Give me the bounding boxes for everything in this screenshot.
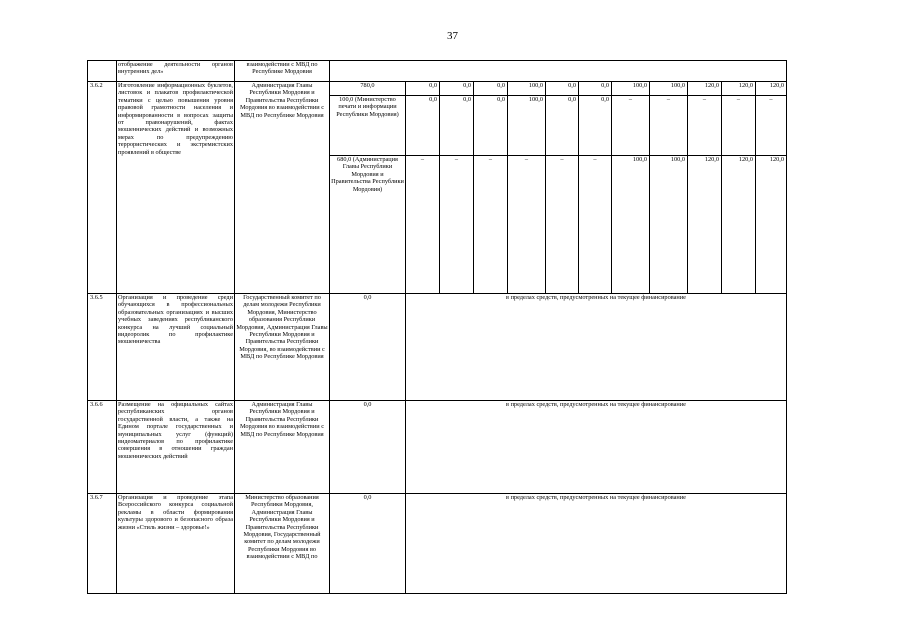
value-cell: 0,0 bbox=[579, 96, 612, 156]
value-cell: 120,0 bbox=[688, 82, 722, 96]
financing-note: в пределах средств, предусмотренных на текущее финансирование bbox=[406, 401, 787, 494]
value-cell: – bbox=[756, 96, 787, 156]
value-cell: 0,0 bbox=[440, 82, 474, 96]
value-cell: – bbox=[474, 156, 508, 294]
total-cell: 0,0 bbox=[330, 401, 406, 494]
value-cell: – bbox=[650, 96, 688, 156]
financing-note: в пределах средств, предусмотренных на текущее финансирование bbox=[406, 294, 787, 401]
total-cell: 680,0 (Администрация Главы Республики Мордовия и Правительства Республики Мордовия) bbox=[330, 156, 406, 294]
empty-cell bbox=[330, 61, 787, 82]
event-cell: отображение деятельности органов внутренних дел» bbox=[117, 61, 235, 82]
num-cell: 3.6.2 bbox=[88, 82, 117, 294]
value-cell: 100,0 bbox=[612, 156, 650, 294]
value-cell: 120,0 bbox=[756, 156, 787, 294]
num-cell: 3.6.6 bbox=[88, 401, 117, 494]
num-cell: 3.6.7 bbox=[88, 494, 117, 594]
value-cell: 0,0 bbox=[546, 82, 579, 96]
value-cell: 120,0 bbox=[722, 82, 756, 96]
total-cell: 780,0 bbox=[330, 82, 406, 96]
table-row bbox=[88, 82, 787, 96]
value-cell: – bbox=[579, 156, 612, 294]
value-cell: 0,0 bbox=[474, 96, 508, 156]
executor-cell: Администрация Главы Республики Мордовия и Правительства Республики Мордовия во взаимодействии с МВД по Республике Мордовия bbox=[235, 401, 330, 494]
funding-table bbox=[87, 60, 787, 594]
table-row bbox=[88, 494, 787, 594]
num-cell: 3.6.5 bbox=[88, 294, 117, 401]
total-cell: 0,0 bbox=[330, 294, 406, 401]
value-cell: 120,0 bbox=[688, 156, 722, 294]
event-cell: Размещение на официальных сайтах республиканских органов государственной власти, а также на Едином портале государственных и муниципальных услуг (функций) видеоматериалов по профилактике совершения в отношении граждан мошеннических действий bbox=[117, 401, 235, 494]
event-cell: Организация и проведение среди обучающихся в профессиональных образовательных организациях и высших учебных заведениях республиканского конкурса на лучший социальный видеоролик по профилактике мошенничества bbox=[117, 294, 235, 401]
table-row bbox=[88, 294, 787, 401]
value-cell: 0,0 bbox=[579, 82, 612, 96]
value-cell: 100,0 bbox=[650, 156, 688, 294]
value-cell: 0,0 bbox=[406, 96, 440, 156]
value-cell: 0,0 bbox=[546, 96, 579, 156]
value-cell: – bbox=[612, 96, 650, 156]
page-number: 37 bbox=[447, 30, 458, 42]
table-row bbox=[88, 401, 787, 494]
executor-cell: Министерство образования Республики Мордовия, Администрация Главы Республики Мордовия и Правительства Республики Мордовия, Государственный комитет по делам молодежи Республики Мордовия во взаимодействии с МВД по bbox=[235, 494, 330, 594]
value-cell: 100,0 bbox=[508, 96, 546, 156]
event-cell: Организация и проведение этапа Всероссийского конкурса социальной рекламы в области формирования культуры здорового и безопасного образа жизни «Стиль жизни – здоровье!» bbox=[117, 494, 235, 594]
value-cell: 120,0 bbox=[756, 82, 787, 96]
value-cell: 0,0 bbox=[440, 96, 474, 156]
value-cell: 100,0 bbox=[612, 82, 650, 96]
value-cell: – bbox=[688, 96, 722, 156]
total-cell: 100,0 (Министерство печати и информации Республики Мордовия) bbox=[330, 96, 406, 156]
value-cell: – bbox=[546, 156, 579, 294]
value-cell: 120,0 bbox=[722, 156, 756, 294]
value-cell: – bbox=[508, 156, 546, 294]
event-cell: Изготовление информационных буклетов, листовок и плакатов профилактической тематики с целью повышения уровня правовой грамотности населения и информированности в вопросах защиты от правонарушений, фактах мошеннических действий и возможных мерах по предупреждению террористических и экстремистских проявлений в обществе bbox=[117, 82, 235, 294]
value-cell: 0,0 bbox=[474, 82, 508, 96]
table-row-continuation bbox=[88, 61, 787, 82]
financing-note: в пределах средств, предусмотренных на текущее финансирование bbox=[406, 494, 787, 594]
value-cell: – bbox=[722, 96, 756, 156]
executor-cell: Государственный комитет по делам молодежи Республики Мордовия, Министерство образования Республики Мордовия, Администрация Главы Республики Мордовия и Правительства Республики Мордовия, во взаимодействии с МВД по Республике Мордовия bbox=[235, 294, 330, 401]
value-cell: 0,0 bbox=[406, 82, 440, 96]
value-cell: – bbox=[440, 156, 474, 294]
value-cell: – bbox=[406, 156, 440, 294]
executor-cell: Администрация Главы Республики Мордовия и Правительства Республики Мордовия во взаимодействии с МВД по Республике Мордовия bbox=[235, 82, 330, 294]
value-cell: 100,0 bbox=[508, 82, 546, 96]
num-cell bbox=[88, 61, 117, 82]
value-cell: 100,0 bbox=[650, 82, 688, 96]
total-cell: 0,0 bbox=[330, 494, 406, 594]
executor-cell: взаимодействии с МВД по Республике Мордовия bbox=[235, 61, 330, 82]
